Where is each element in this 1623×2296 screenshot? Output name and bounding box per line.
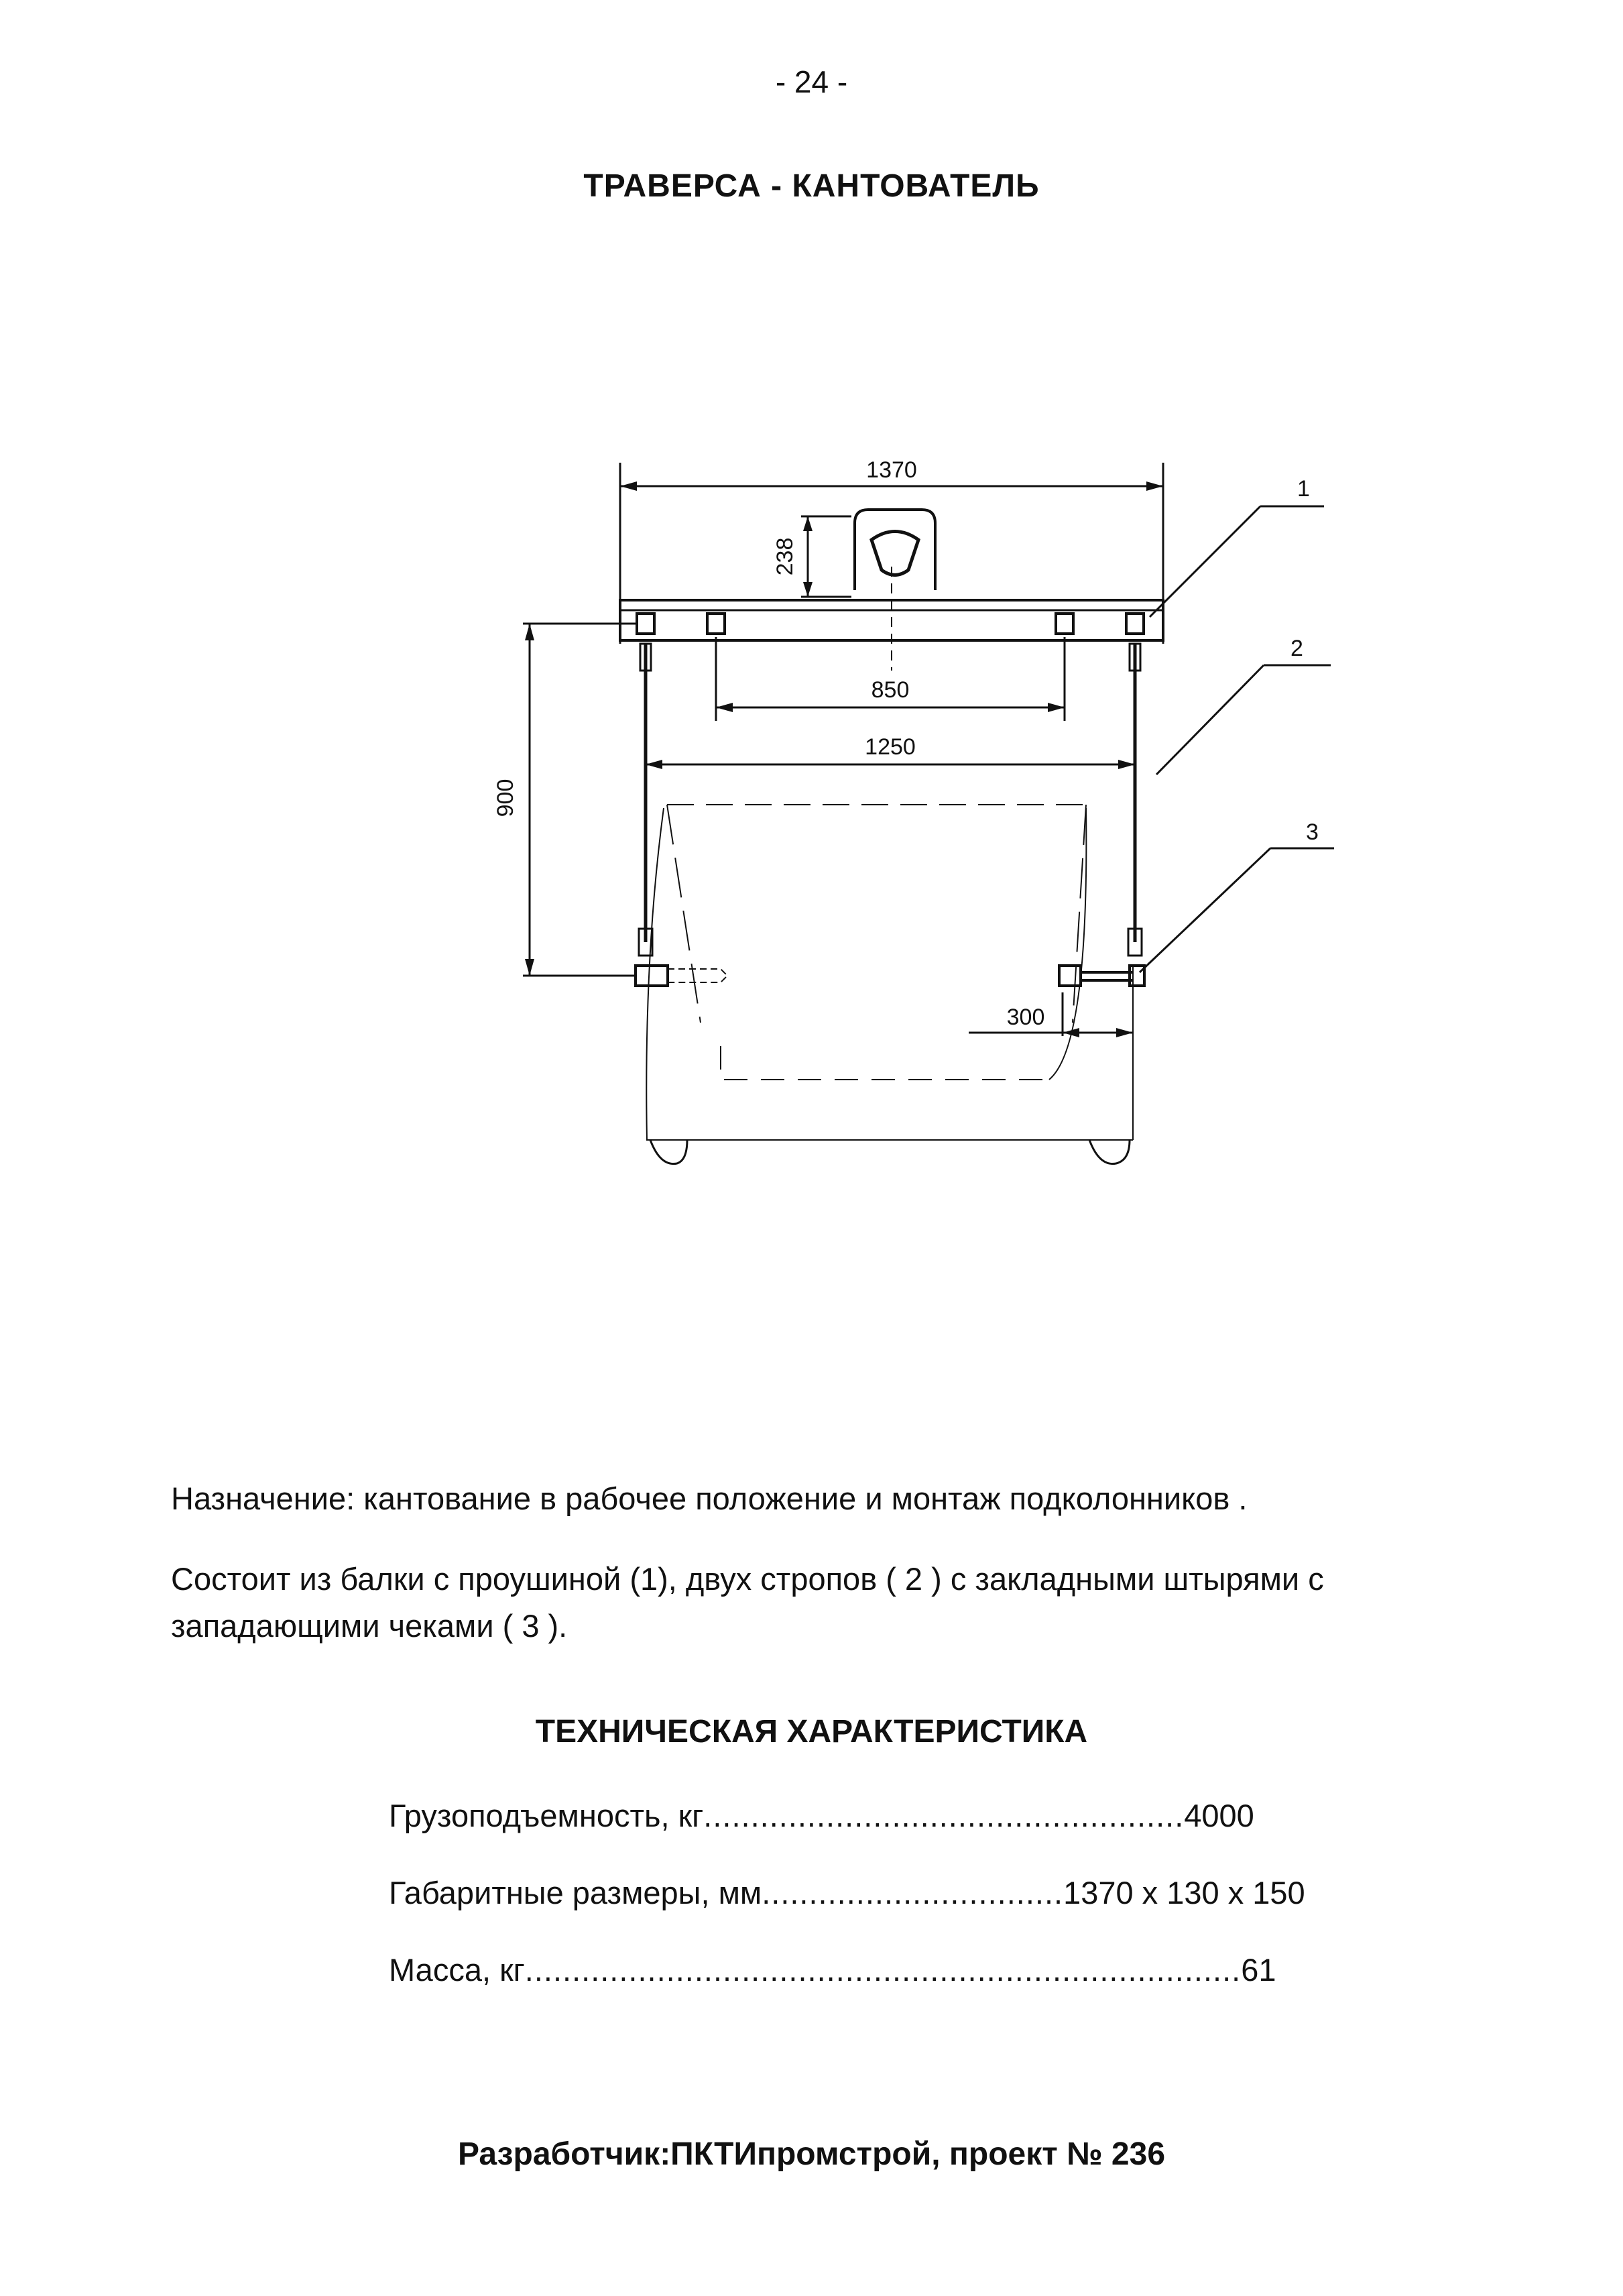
page-title: ТРАВЕРСА - КАНТОВАТЕЛЬ bbox=[583, 168, 1040, 204]
callout-2: 2 bbox=[1290, 636, 1303, 661]
lifting-eye bbox=[855, 510, 935, 590]
dim-label-900: 900 bbox=[493, 779, 518, 817]
spec-row-capacity bbox=[389, 1797, 1254, 1834]
spec-label: Грузоподъемность, кг bbox=[389, 1798, 704, 1833]
pin-right bbox=[1059, 966, 1081, 986]
composition-text: Состоит из балки с проушиной (1), двух стропов ( 2 ) с закладными штырями с западающими чеками ( 3 ). bbox=[171, 1561, 1324, 1644]
tech-spec-heading: ТЕХНИЧЕСКАЯ ХАРАКТЕРИСТИКА bbox=[535, 1714, 1088, 1749]
dim-label-300: 300 bbox=[1006, 1005, 1045, 1030]
developer-footer: Разработчик:ПКТИпромстрой, проект № 236 bbox=[457, 2136, 1166, 2172]
spec-value: 1370 x 130 x 150 bbox=[1063, 1875, 1305, 1910]
spec-label: Масса, кг bbox=[389, 1952, 525, 1988]
spec-row-dimensions bbox=[389, 1874, 1305, 1911]
spec-dots: ................................ bbox=[762, 1875, 1064, 1910]
callout-3: 3 bbox=[1306, 819, 1319, 845]
spec-value: 4000 bbox=[1184, 1798, 1254, 1833]
page-number: - 24 - bbox=[775, 64, 848, 99]
spec-dots: ................................................... bbox=[703, 1798, 1185, 1833]
spec-row-mass bbox=[389, 1951, 1276, 1988]
dim-label-1250: 1250 bbox=[865, 734, 916, 760]
dim-label-850: 850 bbox=[871, 677, 910, 703]
spec-dots: ............................................................................ bbox=[524, 1952, 1242, 1988]
spec-value: 61 bbox=[1241, 1952, 1276, 1988]
dim-label-1370: 1370 bbox=[866, 457, 917, 483]
lifting-eye-hole bbox=[871, 532, 918, 575]
pin-left bbox=[636, 966, 668, 986]
dim-label-238: 238 bbox=[772, 537, 798, 576]
spec-label: Габаритные размеры, мм bbox=[389, 1875, 762, 1910]
callout-1: 1 bbox=[1297, 476, 1310, 502]
purpose-text: Назначение: кантование в рабочее положение и монтаж подколонников . bbox=[171, 1481, 1248, 1516]
